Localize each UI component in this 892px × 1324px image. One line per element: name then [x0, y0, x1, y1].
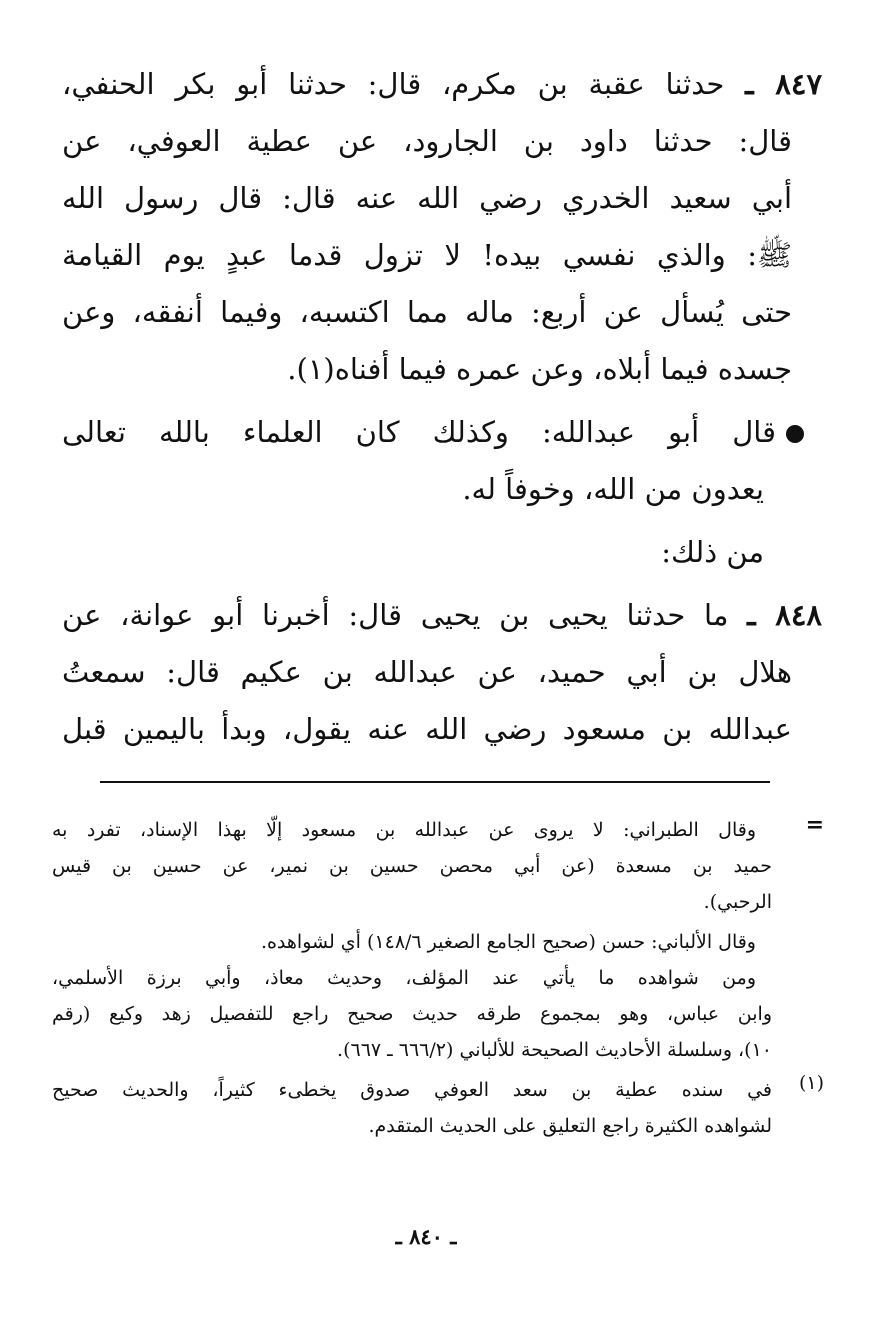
continuation-marker: =: [805, 812, 824, 838]
footnotes: [52, 812, 824, 1144]
hadith-847-text-1: حدثنا عقبة بن مكرم، قال: حدثنا أبو بكر الحنفي،: [62, 67, 725, 101]
hadith-847-line-2: قال: حدثنا داود بن الجارود، عن عطية العوفي، عن: [62, 124, 792, 158]
hadith-848-number: ٨٤٨ ـ: [747, 598, 822, 632]
hadith-847-line-3: أبي سعيد الخدري رضي الله عنه قال: قال رسول الله: [62, 181, 792, 215]
continuation-line-3: الرحبي).: [703, 891, 772, 913]
hadith-848-line-1: [62, 587, 822, 644]
footnote-1-line-2: لشواهده الكثيرة راجع التعليق على الحديث المتقدم.: [368, 1115, 772, 1137]
albani-line: وقال الألباني: حسن (صحيح الجامع الصغير ١٤٨/٦) أي لشواهده.: [260, 931, 756, 953]
footnote-1-line-1: في سنده عطية بن سعد العوفي صدوق يخطىء كثيراً، والحديث صحيح: [52, 1079, 772, 1101]
footnote-1-label: (١): [798, 1072, 824, 1094]
footnote-separator: [100, 781, 770, 783]
continuation-line-2: حميد بن مسعدة (عن أبي محصن حسين بن نمير، عن حسين بن قيس: [52, 855, 772, 877]
hadith-847-line-1: [62, 56, 822, 113]
hadith-847-number: ٨٤٧ ـ: [745, 67, 822, 101]
main-text: [62, 56, 822, 758]
shawahid-line-3: ١٠)، وسلسلة الأحاديث الصحيحة للألباني (٦٦٦/٢ ـ ٦٦٧).: [337, 1039, 772, 1061]
bullet-icon: [786, 425, 804, 443]
min-dhalik: من ذلك:: [661, 535, 764, 569]
comment-text-1: قال أبو عبدالله: وكذلك كان العلماء بالله تعالى: [62, 415, 776, 449]
hadith-848-line-3: عبدالله بن مسعود رضي الله عنه يقول، وبدأ باليمين قبل: [62, 712, 792, 746]
continuation-line-1: وقال الطبراني: لا يروى عن عبدالله بن مسعود إلّا بهذا الإسناد، تفرد به: [52, 819, 756, 841]
page-number: ـ ٨٤٠ ـ: [395, 1224, 457, 1249]
comment-line-2: يعدون من الله، وخوفاً له.: [462, 472, 764, 506]
hadith-848-line-2: هلال بن أبي حميد، عن عبدالله بن عكيم قال: سمعتُ: [62, 655, 792, 689]
comment-line-1: [62, 404, 804, 461]
shawahid-line-2: وابن عباس، وهو بمجموع طرقه حديث صحيح راجع للتفصيل زهد وكيع (رقم: [52, 1003, 772, 1025]
shawahid-line-1: ومن شواهده ما يأتي عند المؤلف، وحديث معاذ، وأبي برزة الأسلمي،: [52, 967, 756, 989]
hadith-847-line-6: جسده فيما أبلاه، وعن عمره فيما أفناه(١).: [287, 352, 792, 386]
hadith-848-text-1: ما حدثنا يحيى بن يحيى قال: أخبرنا أبو عوانة، عن: [62, 598, 729, 632]
hadith-847-line-4: ﷺ: والذي نفسي بيده! لا تزول قدما عبدٍ يوم القيامة: [62, 238, 792, 272]
hadith-847-line-5: حتى يُسأل عن أربع: ماله مما اكتسبه، وفيما أنفقه، وعن: [62, 295, 792, 329]
